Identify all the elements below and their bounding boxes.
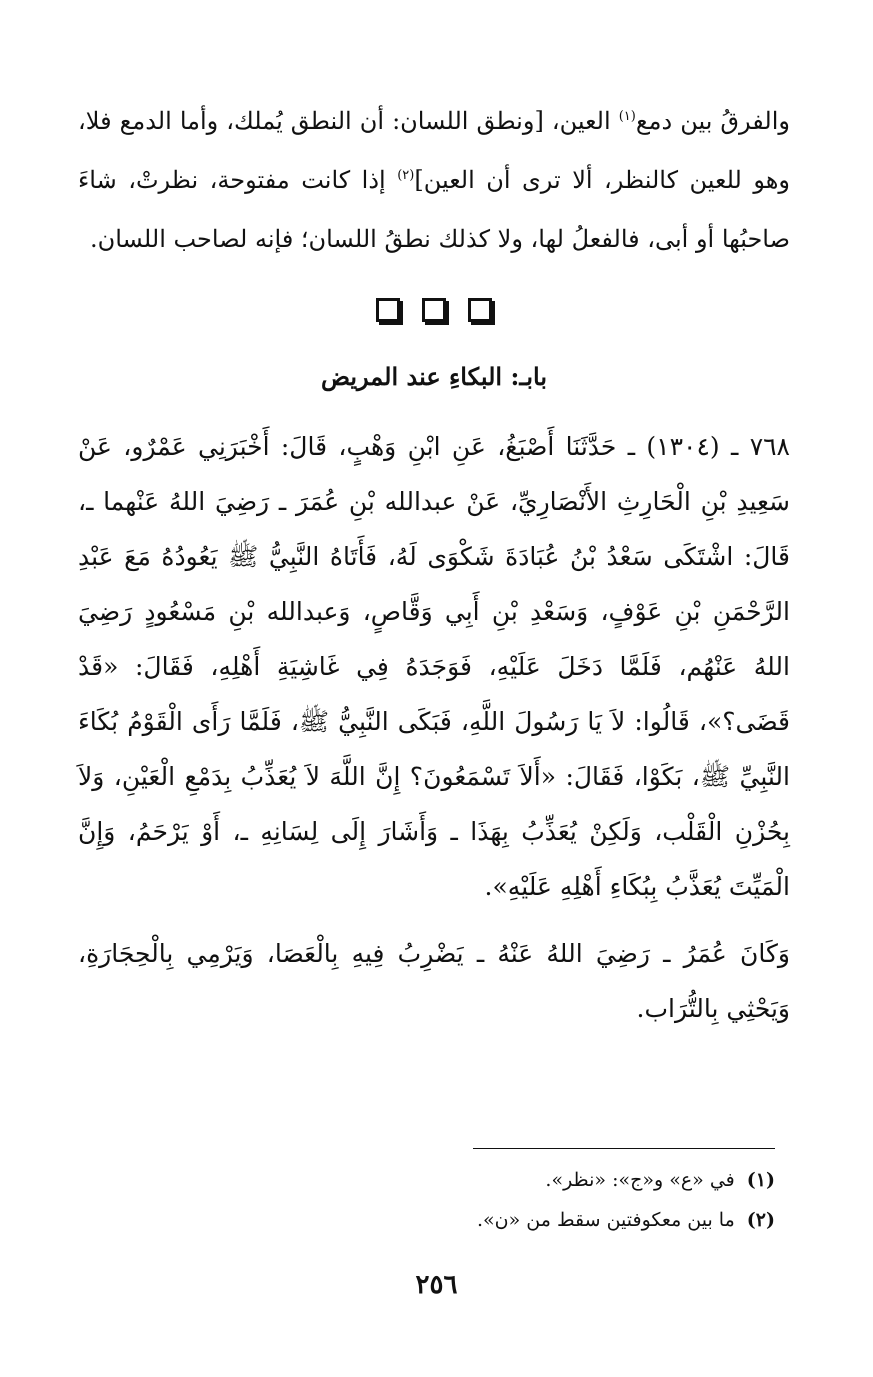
chapter-title: البكاءِ عند المريض [320, 362, 511, 391]
separator-box-icon [376, 298, 400, 322]
footnote-divider [473, 1148, 775, 1149]
intro-text-part1: والفرقُ بين دمع [635, 107, 790, 135]
separator-box-icon [468, 298, 492, 322]
chapter-heading [78, 353, 790, 401]
intro-text-part2: العين، [ونطق اللسان: أن النطق يُملك، وأما الدمع فلا، وهو للعين كالنظر، ألا ترى أن العين] [78, 107, 790, 194]
footnote-ref-2[interactable]: (٢) [397, 168, 415, 183]
footnote-number: (١) [746, 1169, 775, 1191]
hadith-block [78, 419, 790, 1036]
separator-box-icon [422, 298, 446, 322]
intro-text-part3: إذا كانت مفتوحة، نظرتْ، شاءَ صاحبُها أو أبى، فالفعلُ لها، ولا كذلك نطقُ اللسان؛ فإنه لصاحب اللسان. [78, 166, 790, 253]
footnotes [275, 1160, 775, 1240]
chapter-label: بابـ: [510, 362, 548, 391]
footnote-text: ما بين معكوفتين سقط من «ن». [477, 1209, 735, 1231]
footnote-text: في «ع» و«ج»: «نظر». [545, 1169, 735, 1191]
intro-paragraph [78, 92, 790, 269]
page-number: ٢٥٦ [415, 1270, 458, 1300]
footnote-number: (٢) [746, 1209, 775, 1231]
page-body [78, 92, 790, 1036]
hadith-text: ٧٦٨ ـ (١٣٠٤) ـ حَدَّثَنَا أَصْبَغُ، عَنِ ابْنِ وَهْبٍ، قَالَ: أَخْبَرَنِي عَمْرٌو، عَنْ سَعِيدِ بْنِ الْحَارِثِ الأَنْصَارِيِّ، عَنْ عبدالله بْنِ عُمَرَ ـ رَضِيَ اللهُ عَنْهما ـ، قَالَ: اشْتَكَى سَعْدُ بْنُ عُبَادَةَ شَكْوَى لَهُ، فَأَتَاهُ النَّبِيُّ ﷺ يَعُودُهُ مَعَ عَبْدِ الرَّحْمَنِ بْنِ عَوْفٍ، وَسَعْدِ بْنِ أَبِي وَقَّاصٍ، وَعبدالله بْنِ مَسْعُودٍ رَضِيَ اللهُ عَنْهُم، فَلَمَّا دَخَلَ عَلَيْهِ، فَوَجَدَهُ فِي غَاشِيَةِ أَهْلِهِ، فَقَالَ: «قَدْ قَضَى؟»، قَالُوا: لاَ يَا رَسُولَ اللَّهِ، فَبَكَى النَّبِيُّ ﷺ، فَلَمَّا رَأَى الْقَوْمُ بُكَاءَ النَّبِيِّ ﷺ، بَكَوْا، فَقَالَ: «أَلاَ تَسْمَعُونَ؟ إِنَّ اللَّهَ لاَ يُعَذِّبُ بِدَمْعِ الْعَيْنِ، وَلاَ بِحُزْنِ الْقَلْب، وَلَكِنْ يُعَذِّبُ بِهَذَا ـ وَأَشَارَ إِلَى لِسَانِهِ ـ، أَوْ يَرْحَمُ، وَإِنَّ الْمَيِّتَ يُعَذَّبُ بِبُكَاءِ أَهْلِهِ عَلَيْهِ». [78, 432, 791, 901]
footnote-item [275, 1160, 775, 1200]
section-separator [78, 289, 790, 331]
hadith-continuation: وَكَانَ عُمَرُ ـ رَضِيَ اللهُ عَنْهُ ـ يَضْرِبُ فِيهِ بِالْعَصَا، وَيَرْمِي بِالْحِجَارَةِ، وَيَحْثِي بِالتُّرَاب. [78, 939, 790, 1023]
footnote-item [275, 1200, 775, 1240]
footnote-ref-1[interactable]: (١) [618, 109, 636, 124]
